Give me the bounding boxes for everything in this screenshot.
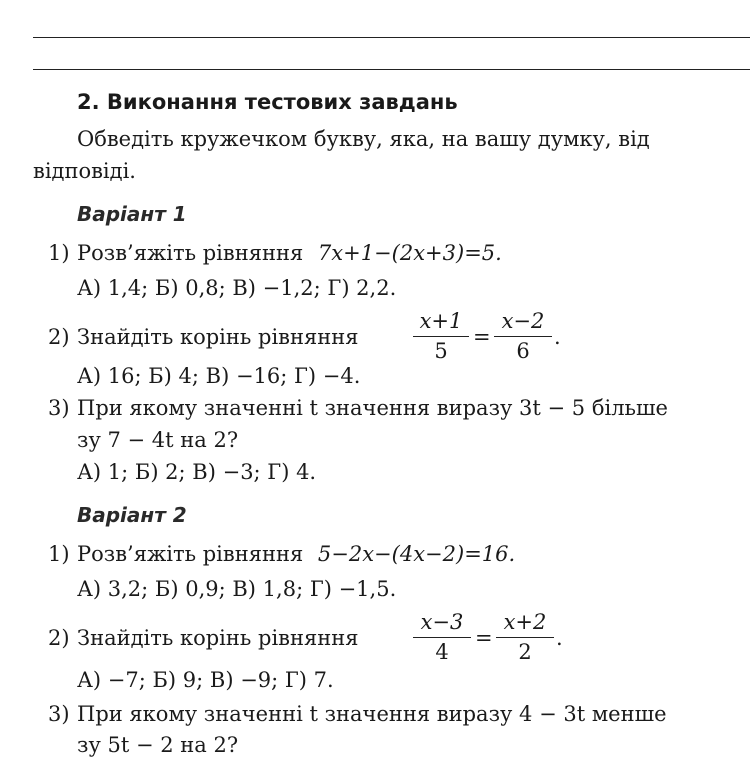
v1-q2-right-numerator: x−2 <box>501 309 545 333</box>
v2-q2-right-denominator: 2 <box>518 640 532 664</box>
v1-q1-equation: 7x+1−(2x+3)=5. <box>317 241 502 265</box>
v1-q3-number: 3) <box>48 396 70 420</box>
v2-q2-right-numerator: x+2 <box>503 610 547 634</box>
fraction-bar <box>494 336 552 337</box>
v1-q1-number: 1) <box>48 241 70 265</box>
v1-q2-right-denominator: 6 <box>516 339 530 363</box>
v2-q2-prompt: Знайдіть корінь рівняння <box>77 626 359 650</box>
fraction-bar <box>413 637 471 638</box>
v2-q1-text <box>77 541 515 567</box>
v2-q3-line-1: При якому значенні t значення виразу 4 − 3t менше <box>77 702 667 726</box>
v2-q1-prompt: Розв’яжіть рівняння <box>77 542 304 566</box>
v2-q2-number: 2) <box>48 626 70 650</box>
v1-q2-equals: = <box>473 325 491 349</box>
answer-line-2 <box>33 69 750 70</box>
v1-q2-prompt: Знайдіть корінь рівняння <box>77 325 359 349</box>
v2-q1-equation: 5−2x−(4x−2)=16. <box>317 542 516 566</box>
v2-q2-period: . <box>556 626 563 650</box>
v2-q2-left-fraction <box>413 610 471 664</box>
variant-1-title: Варіант 1 <box>77 202 187 226</box>
v2-q1-answers: А) 3,2; Б) 0,9; В) 1,8; Г) −1,5. <box>77 577 397 601</box>
answer-line-1 <box>33 37 750 38</box>
v2-q2-answers: А) −7; Б) 9; В) −9; Г) 7. <box>77 668 334 692</box>
v2-q3-line-2: зу 5t − 2 на 2? <box>77 733 239 757</box>
v1-q1-prompt: Розв’яжіть рівняння <box>77 241 304 265</box>
intro-line-1: Обведіть кружечком букву, яка, на вашу думку, від <box>77 127 650 151</box>
v1-q3-line-1: При якому значенні t значення виразу 3t − 5 більше <box>77 396 668 420</box>
v1-q2-number: 2) <box>48 325 70 349</box>
v1-q1-answers: А) 1,4; Б) 0,8; В) −1,2; Г) 2,2. <box>77 276 397 300</box>
v1-q2-left-fraction <box>413 309 469 363</box>
v2-q2-right-fraction <box>496 610 554 664</box>
v1-q2-answers: А) 16; Б) 4; В) −16; Г) −4. <box>77 364 361 388</box>
v1-q2-left-denominator: 5 <box>434 339 448 363</box>
intro-line-2: відповіді. <box>33 159 136 183</box>
v1-q3-answers: А) 1; Б) 2; В) −3; Г) 4. <box>77 460 317 484</box>
v1-q1-text <box>77 240 502 266</box>
v2-q2-equals: = <box>475 626 493 650</box>
fraction-bar <box>413 336 469 337</box>
v1-q2-right-fraction <box>494 309 552 363</box>
variant-2-title: Варіант 2 <box>77 503 187 527</box>
fraction-bar <box>496 637 554 638</box>
section-heading: 2. Виконання тестових завдань <box>77 90 458 114</box>
v1-q2-period: . <box>554 325 561 349</box>
v2-q2-left-numerator: x−3 <box>420 610 464 634</box>
v1-q2-left-numerator: x+1 <box>419 309 463 333</box>
v2-q3-number: 3) <box>48 702 70 726</box>
v2-q1-number: 1) <box>48 542 70 566</box>
v2-q2-left-denominator: 4 <box>435 640 449 664</box>
v1-q3-line-2: зу 7 − 4t на 2? <box>77 428 239 452</box>
